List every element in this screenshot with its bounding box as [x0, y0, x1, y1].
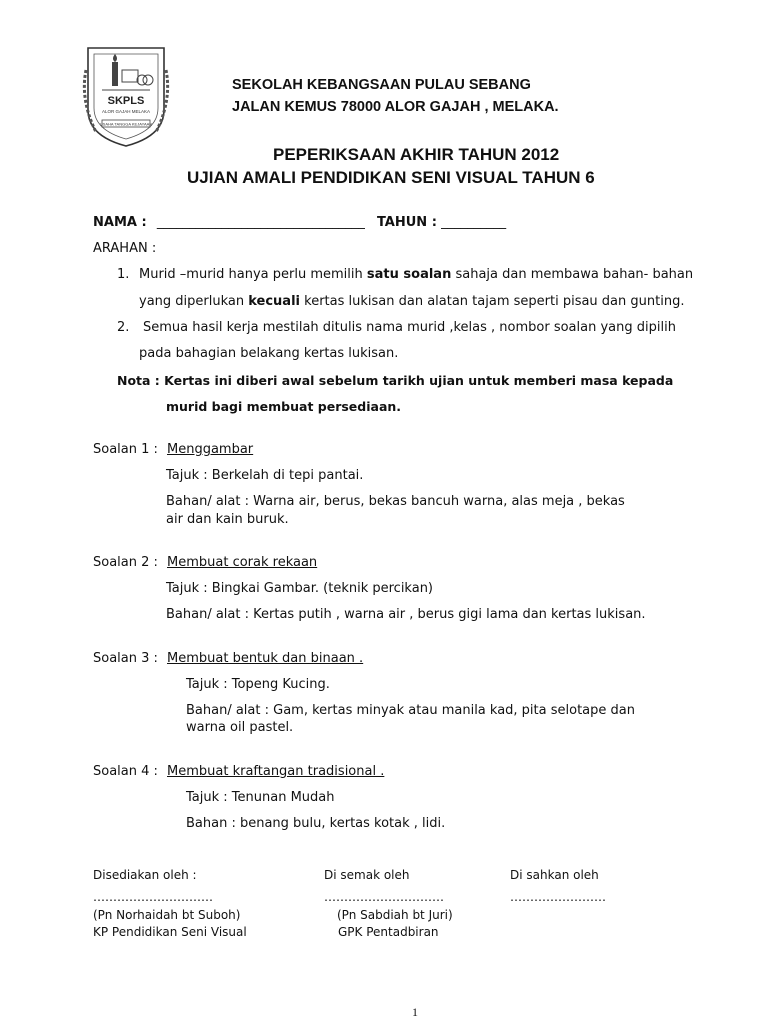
- name-row: [93, 215, 506, 230]
- question-3-bahan-line1: Bahan/ alat : Gam, kertas minyak atau manila kad, pita selotape dan: [186, 703, 635, 718]
- instruction-2-number: 2.: [117, 320, 130, 335]
- instruction-1-line1: [139, 267, 693, 282]
- prepared-by-role: KP Pendidikan Seni Visual: [93, 925, 247, 939]
- logo-motto: USAHA TANGGA KEJAYAAN: [99, 121, 153, 127]
- exam-title: PEPERIKSAAN AKHIR TAHUN 2012: [273, 145, 560, 164]
- question-4-tajuk: Tajuk : Tenunan Mudah: [186, 790, 335, 805]
- logo-subtext: ALOR GAJAH MELAKA: [101, 109, 151, 114]
- instruction-1-line2-pre: yang diperlukan: [139, 294, 249, 309]
- instruction-1-pre: Murid –murid hanya perlu memilih: [139, 267, 367, 282]
- question-3-bahan-line2: warna oil pastel.: [186, 720, 294, 735]
- instruction-1-line2-post: kertas lukisan dan alatan tajam seperti pisau dan gunting.: [300, 294, 685, 309]
- instruction-1-post: sahaja dan membawa bahan- bahan: [451, 267, 694, 282]
- question-3-label: Soalan 3 :: [93, 651, 158, 666]
- school-address: JALAN KEMUS 78000 ALOR GAJAH , MELAKA.: [232, 99, 559, 115]
- question-4-label: Soalan 4 :: [93, 764, 158, 779]
- prepared-by-name: (Pn Norhaidah bt Suboh): [93, 908, 241, 922]
- name-field[interactable]: ________________________________: [156, 215, 365, 230]
- school-logo: [82, 40, 170, 150]
- checked-by-name: (Pn Sabdiah bt Juri): [337, 908, 453, 922]
- year-label: TAHUN :: [376, 215, 437, 230]
- question-1-bahan-line1: Bahan/ alat : Warna air, berus, bekas bancuh warna, alas meja , bekas: [166, 494, 625, 509]
- school-name: SEKOLAH KEBANGSAAN PULAU SEBANG: [232, 77, 531, 93]
- instruction-1-line2: [139, 294, 684, 309]
- instructions-heading: ARAHAN :: [93, 241, 157, 256]
- checked-by-label: Di semak oleh: [324, 868, 410, 882]
- checked-by-role: GPK Pentadbiran: [338, 925, 439, 939]
- question-4-topic: Membuat kraftangan tradisional .: [167, 764, 385, 779]
- note-line2: murid bagi membuat persediaan.: [166, 399, 402, 414]
- question-4-bahan-line1: Bahan : benang bulu, kertas kotak , lidi.: [186, 816, 446, 831]
- question-2-bahan-line1: Bahan/ alat : Kertas putih , warna air , berus gigi lama dan kertas lukisan.: [166, 607, 646, 622]
- question-1-label: Soalan 1 :: [93, 442, 158, 457]
- question-2-tajuk: Tajuk : Bingkai Gambar. (teknik percikan): [166, 581, 434, 596]
- instruction-1-bold: satu soalan: [366, 267, 452, 282]
- question-3-tajuk: Tajuk : Topeng Kucing.: [186, 677, 330, 692]
- approved-by-label: Di sahkan oleh: [510, 868, 599, 882]
- question-1-bahan-line2: air dan kain buruk.: [166, 512, 289, 527]
- logo-text: SKPLS: [107, 95, 145, 107]
- question-1-topic: Menggambar: [167, 442, 254, 457]
- question-2-label: Soalan 2 :: [93, 555, 158, 570]
- question-1-tajuk: Tajuk : Berkelah di tepi pantai.: [166, 468, 364, 483]
- prepared-by-label: Disediakan oleh :: [93, 868, 197, 882]
- page-number: 1: [412, 1005, 418, 1019]
- exam-subtitle: UJIAN AMALI PENDIDIKAN SENI VISUAL TAHUN 6: [187, 168, 595, 187]
- prepared-by-signature-line: …………………………: [93, 890, 213, 904]
- instruction-2-line1: Semua hasil kerja mestilah ditulis nama murid ,kelas , nombor soalan yang dipilih: [143, 320, 676, 335]
- instruction-1-line2-bold: kecuali: [248, 294, 300, 309]
- checked-by-signature-line: …………………………: [324, 890, 444, 904]
- name-label: NAMA :: [93, 215, 147, 230]
- year-field[interactable]: __________: [441, 215, 507, 230]
- approved-by-signature-line: ……………………: [510, 890, 606, 904]
- question-2-topic: Membuat corak rekaan: [167, 555, 318, 570]
- instruction-2-line2: pada bahagian belakang kertas lukisan.: [139, 346, 399, 361]
- question-3-topic: Membuat bentuk dan binaan .: [167, 651, 364, 666]
- instruction-1-number: 1.: [117, 267, 130, 282]
- note-line1: Nota : Kertas ini diberi awal sebelum tarikh ujian untuk memberi masa kepada: [117, 373, 674, 388]
